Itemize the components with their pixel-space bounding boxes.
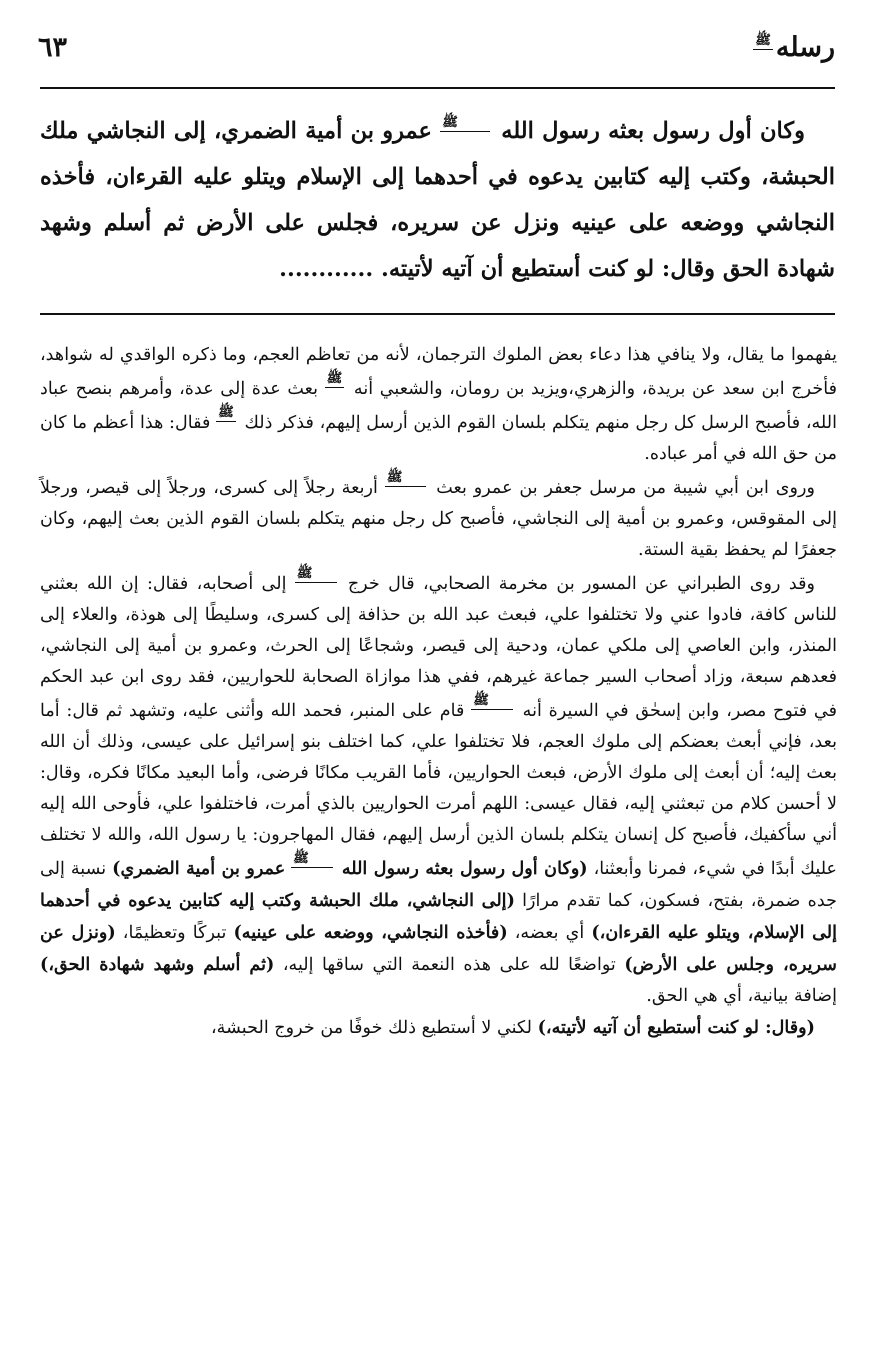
quoted-matn: (ثم أسلم وشهد شهادة الحق،) (40, 954, 275, 975)
commentary-text: لكني لا أستطيع ذلك خوفًا من خروج الحبشة، (210, 1018, 532, 1038)
commentary-paragraph-1 (40, 340, 837, 470)
commentary-text: أي بعضه، (514, 923, 585, 943)
salutation-glyph: ﷺ (755, 33, 771, 48)
commentary-paragraph-4 (40, 1012, 837, 1044)
commentary-paragraph-3 (40, 566, 837, 1012)
quoted-matn: (إلى النجاشي، ملك الحبشة وكتب إليه كتابين يدعوه في أحدهما إلى الإسلام، ويتلو عليه القرءان،) (40, 890, 837, 943)
commentary-text: أربعة رجلاً إلى كسرى، ورجلاً إلى قيصر، ورجلاً إلى المقوقس، وعمرو بن أمية إلى النجاشي، فأصبح كل رجل منهم يتكلم بلسان القوم الذين بعث إليهم، وكان جعفرًا لم يحفظ بقية الستة. (40, 478, 837, 560)
salutation-glyph: ﷺ (291, 851, 333, 868)
commentary-text: بعث عدة إلى عدة، وأمرهم بنصح عباد الله، فأصبح الرسل كل رجل منهم يتكلم بلسان القوم الذين أرسل إليهم، فذكر ذلك (40, 379, 838, 433)
salutation-glyph: ﷺ (295, 566, 337, 583)
commentary-paragraph-2 (40, 470, 837, 566)
matn-text: وكان أول رسول بعثه رسول الله (501, 118, 805, 144)
salutation-glyph: ﷺ (326, 371, 343, 386)
commentary-text: نسبة إلى جده ضمرة، بفتح، فسكون، كما تقدم مرارًا (40, 859, 837, 911)
section-divider-rule (40, 313, 835, 315)
header-rule (40, 87, 835, 89)
commentary-text: قام على المنبر، فحمد الله وأثنى عليه، وتشهد ثم قال: أما بعد، فإني أبعث بعضكم إلى ملوك العجم، فلا تختلفوا علي، كما اختلف بنو إسرائيل على عيسى، وذلك أن الله بعث إليه؛ أن أبعث إلى ملوك الأرض، فبعث الحواريين، فأما القريب مكانًا فرضى، وأما البعيد مكانًا فكره، وقال: لا أحسن كلام من تبعثني إليه، فقال عيسى: اللهم أمرت الحواريين بالذي أمرت، فاختلفوا علي، فأوحى الله إليه أني سأكفيك، فأصبح كل إنسان يتكلم بلسان الذين أرسل إليهم، فقال المهاجرون: يا رسول الله، والله لا تختلف عليك أبدًا في شيء، فمرنا وأبعثنا، (40, 701, 838, 879)
commentary-sharh (40, 340, 837, 1330)
quoted-matn: (وقال: لو كنت أستطيع أن آتيه لأتيته،) (537, 1017, 815, 1038)
commentary-text: فقال: هذا أعظم ما كان من حق الله في أمر عباده. (40, 413, 837, 464)
quoted-matn: (فأخذه النجاشي، ووضعه على عينيه) (233, 922, 508, 943)
commentary-text: إلى أصحابه، فقال: إن الله بعثني للناس كافة، فادوا عني ولا تختلفوا علي، فبعث عبد الله بن حذافة إلى كسرى، وسليطًا إلى هوذة، والعلاء إلى المنذر، وابن العاصي إلى ملكي عمان، ودحية إلى قيصر، وشجاعًا إلى الحرث، وعمرو بن أمية إلى النجاشي، فعدهم سبعة، وزاد أصحاب السير جماعة غيرهم، ففي هذا موازاة الصحابة للحواريين، فقد روى ابن عبد الحكم في فتوح مصر، وابن إسحٰق في السيرة أنه (40, 574, 838, 721)
main-text-matn (40, 108, 835, 298)
page-header (38, 22, 835, 76)
quoted-matn: عمرو بن أمية الضمري) (112, 858, 286, 879)
commentary-text: تبركًا وتعظيمًا، (122, 923, 227, 943)
quoted-matn: (ونزل عن سريره، وجلس على الأرض) (40, 922, 838, 975)
commentary-text: وقد روى الطبراني عن المسور بن مخرمة الصحابي، قال خرج (347, 574, 815, 594)
page-number: ٦٣ (38, 32, 68, 63)
salutation-glyph: ﷺ (385, 470, 427, 487)
running-title (753, 26, 835, 70)
running-title-text: رسله (775, 32, 835, 63)
salutation-glyph: ﷺ (218, 405, 234, 420)
salutation-glyph: ﷺ (471, 693, 513, 710)
commentary-text: إضافة بيانية، أي هي الحق. (646, 986, 837, 1006)
commentary-text: تواضعًا لله على هذه النعمة التي ساقها إليه، (282, 955, 616, 975)
salutation-glyph: ﷺ (440, 115, 490, 132)
matn-ellipsis: ............ (279, 256, 374, 282)
commentary-text: وروى ابن أبي شيبة من مرسل جعفر بن عمرو بعث (436, 478, 815, 498)
commentary-text: يفهموا ما يقال، ولا ينافي هذا دعاء بعض الملوك الترجمان، لأنه من تعاظم العجم، وما ذكره الواقدي له شواهد، فأخرج ابن سعد عن بريدة، والزهري،ويزيد بن رومان، والشعبي أنه (40, 345, 837, 399)
quoted-matn: (وكان أول رسول بعثه رسول الله (341, 858, 588, 879)
matn-text: عمرو بن أمية الضمري، إلى النجاشي ملك الحبشة، وكتب إليه كتابين يدعوه في أحدهما إلى الإسلام ويتلو عليه القرءان، فأخذه النجاشي ووضعه على عينيه ونزل عن سريره، فجلس على الأرض ثم أسلم وشهد شهادة الحق وقال: لو كنت أستطيع أن آتيه لأتيته. (40, 118, 835, 282)
